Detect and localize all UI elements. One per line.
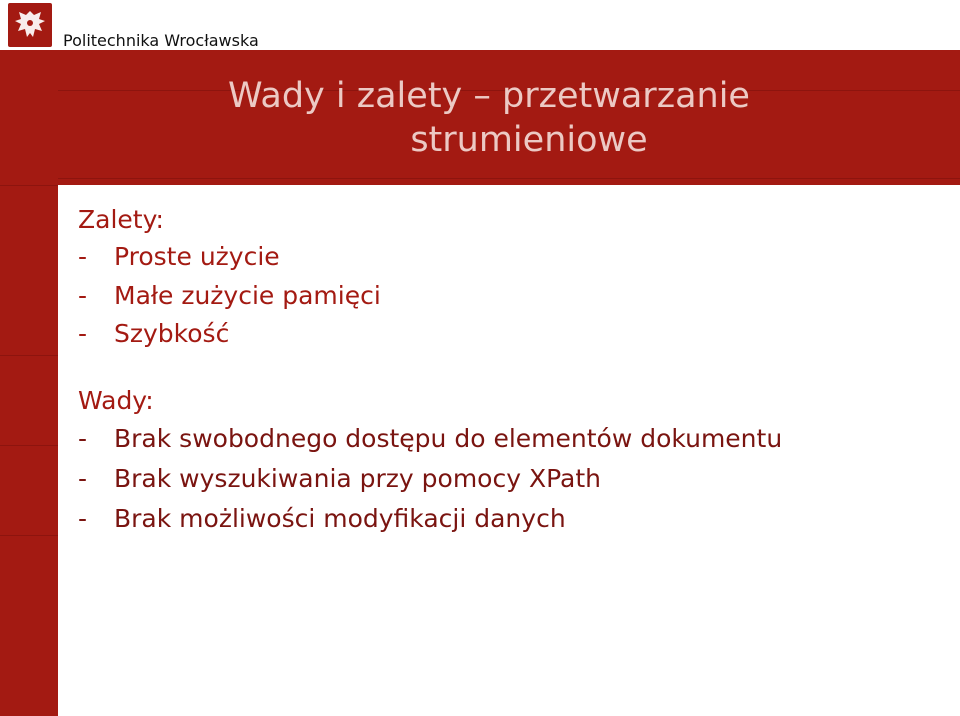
slide-title <box>58 74 960 162</box>
pros-list <box>78 238 948 354</box>
list-dash: - <box>78 503 88 533</box>
slide-title-line-2: strumieniowe <box>410 120 648 160</box>
slide-title-line-1: Wady i zalety – przetwarzanie <box>228 76 750 116</box>
list-item <box>78 419 948 459</box>
pros-heading: Zalety: <box>78 205 164 234</box>
organization-name: Politechnika Wrocławska <box>63 31 259 50</box>
list-item <box>78 459 948 499</box>
cons-list <box>78 419 948 539</box>
list-item <box>78 315 948 354</box>
list-item-text: Proste użycie <box>114 242 280 271</box>
list-dash: - <box>78 423 88 453</box>
list-item-text: Szybkość <box>114 319 230 348</box>
slide-content <box>78 202 948 539</box>
list-dash: - <box>78 280 88 310</box>
list-dash: - <box>78 242 88 271</box>
list-item <box>78 238 948 277</box>
eagle-crest-icon <box>8 3 52 47</box>
list-item-text: Brak swobodnego dostępu do elementów dokumentu <box>114 423 783 453</box>
list-item <box>78 277 948 316</box>
section-spacer <box>78 354 948 383</box>
cons-heading: Wady: <box>78 385 154 415</box>
list-item-text: Brak wyszukiwania przy pomocy XPath <box>114 463 602 493</box>
list-dash: - <box>78 319 88 348</box>
list-item-text: Małe zużycie pamięci <box>114 280 381 310</box>
left-decorative-stripe <box>0 50 58 716</box>
list-item-text: Brak możliwości modyfikacji danych <box>114 503 566 533</box>
header-bar <box>0 0 960 50</box>
list-dash: - <box>78 463 88 493</box>
list-item <box>78 499 948 539</box>
